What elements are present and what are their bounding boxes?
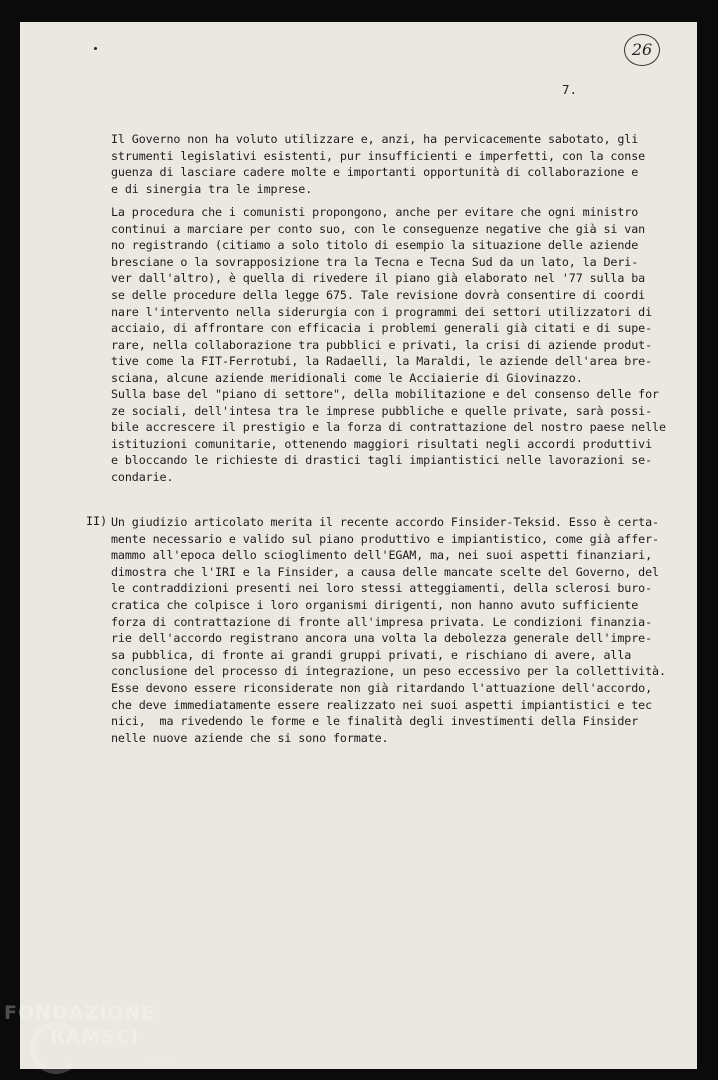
watermark-line-3: onlus (148, 1054, 172, 1063)
circled-page-annotation: 26 (624, 34, 660, 66)
ink-dot (94, 47, 97, 50)
watermark-line-1: FONDAZIONE (4, 1002, 156, 1024)
paragraph-2: La procedura che i comunisti propongono, anche per evitare che ogni ministro continui a marciare per conto suo, con le conseguenze negative che già si van no registrando (citiamo a solo titolo di esempio la situazione delle aziende bresciane o la sovrapposizione tra la Tecna e Tecna Sud da un lato, la Deri- ver dall'altro), è quella di rivedere il piano già elaborato nel '77 sulla ba se delle procedure della legge 675. Tale revisione dovrà consentire di coordi nare l'intervento nella siderurgia con i programmi dei settori utilizzatori di acciaio, di affrontare con efficacia i problemi generali già citati e di supe- rare, nella collaborazione tra pubblici e privati, la crisi di aziende produt- tive come la FIT-Ferrotubi, la Radaelli, la Maraldi, le aziende dell'area bre- sciana, alcune aziende meridionali come le Acciaierie di Giovinazzo. (111, 205, 653, 385)
paragraph-3: Sulla base del "piano di settore", della mobilitazione e del consenso delle for ze sociali, dell'intesa tra le imprese pubbliche e quelle private, sarà possi- bile accrescere il prestigio e la forza di contrattazione del nostro paese nelle istituzioni comunitarie, ottenendo maggiori risultati negli accordi produttivi e bloccando le richieste di drastici tagli impiantistici nelle lavorazioni se- condarie. (111, 387, 666, 484)
section-paragraph: Un giudizio articolato merita il recente accordo Finsider-Teksid. Esso è certa- mente necessario e valido sul piano produttivo e impiantistico, come già affer- mammo all'epoca dello scioglimento dell'EGAM, ma, nei suoi aspetti finanziari, dimostra che l'IRI e la Finsider, a causa delle mancate scelte del Governo, del le contraddizioni presenti nei loro stessi atteggiamenti, della sclerosi buro- cratica che colpisce i loro organismi dirigenti, non hanno avuto sufficiente forza di contrattazione di fronte all'impresa privata. Le condizioni finanzia- rie dell'accordo registrano ancora una volta la debolezza generale dell'impre- sa pubblica, di fronte ai grandi gruppi privati, e rischiano di avere, alla conclusione del processo di integrazione, un peso eccessivo per la collettività. Esse devono essere riconsiderate non già ritardando l'attuazione dell'accordo, che deve immediatamente essere realizzato nei suoi aspetti impiantistici e tec nici, ma rivedendo le forme e le finalità degli investimenti della Finsider nelle nuove aziende che si sono formate. (111, 515, 666, 745)
paragraph-1: Il Governo non ha voluto utilizzare e, anzi, ha pervicacemente sabotato, gli strumenti legislativi esistenti, pur insufficienti e imperfetti, con la conse guenza di lasciare cadere molte e importanti opportunità di collaborazione e e di sinergia tra le imprese. (111, 132, 646, 196)
page-number: 7. (562, 82, 578, 97)
fondazione-gramsci-watermark (4, 1002, 184, 1076)
watermark-line-2: RAMSCI (50, 1026, 139, 1048)
section-label: II) (86, 514, 108, 528)
document-page (20, 22, 697, 1069)
